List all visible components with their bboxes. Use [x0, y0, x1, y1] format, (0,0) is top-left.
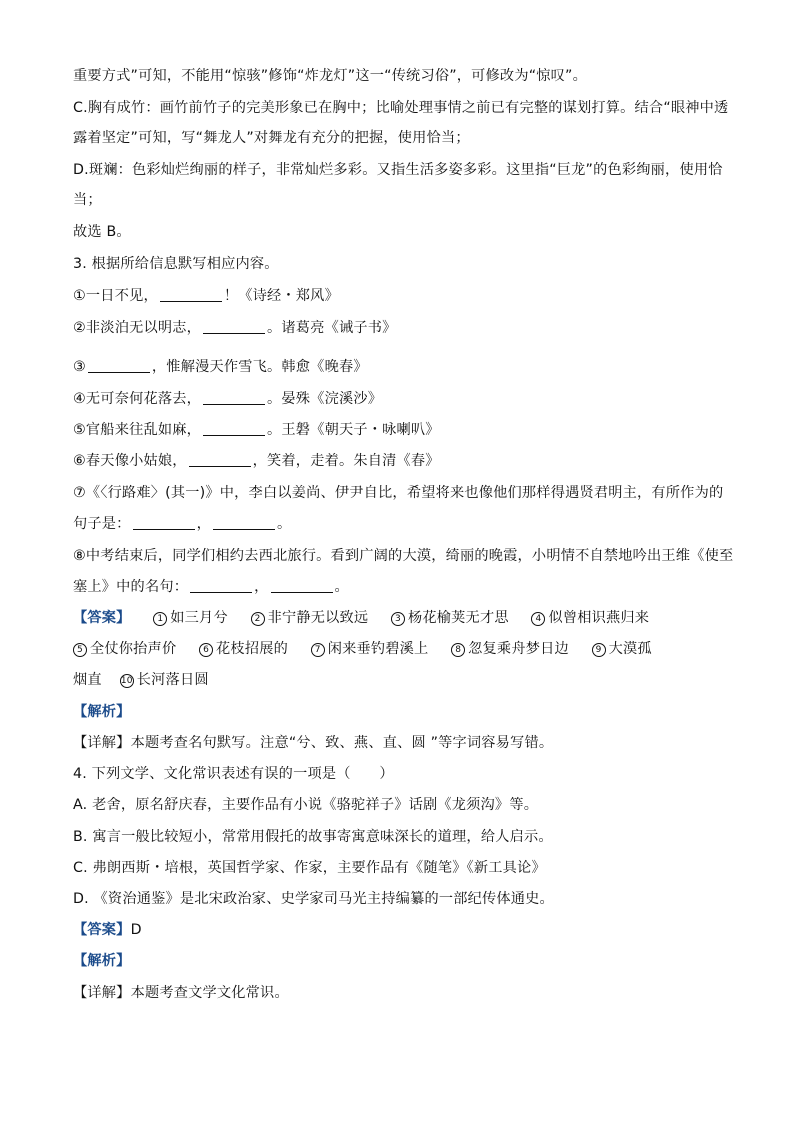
text-line: 重要方式”可知，不能用“惊骇”修饰“炸龙灯”这一“传统习俗”，可修改为“惊叹”。	[73, 68, 587, 84]
question-3-item: 句子是： ， 。	[73, 516, 292, 532]
detail-line: 【详解】本题考查文学文化常识。	[73, 985, 289, 1001]
question-3-item: ⑤官船来往乱如麻， 。王磐《朝天子・咏喇叭》	[73, 422, 440, 438]
blank-line	[213, 515, 275, 530]
analysis-tag: 【解析】	[73, 704, 131, 720]
question-3-item: ④无可奈何花落去， 。晏殊《浣溪沙》	[73, 391, 383, 407]
option-a: A. 老舍，原名舒庆春，主要作品有小说《骆驼祥子》话剧《龙须沟》等。	[73, 797, 539, 813]
question-3-item: ②非淡泊无以明志， 。诸葛亮《诫子书》	[73, 320, 397, 336]
text-line: 露着坚定”可知，写“舞龙人”对舞龙有充分的把握，使用恰当；	[73, 130, 470, 146]
answer-tag: 【答案】	[73, 610, 131, 626]
question-3-item: ①一日不见， ！《诗经・郑风》	[73, 288, 339, 304]
blank-line	[190, 578, 252, 593]
blank-line	[189, 452, 251, 467]
option-d: D. 《资治通鉴》是北宋政治家、史学家司马光主持编纂的一部纪传体通史。	[73, 891, 554, 907]
detail-line: 【详解】本题考查名句默写。注意“兮、致、燕、直、圆 ”等字词容易写错。	[73, 735, 554, 751]
question-3-item: ③ ，惟解漫天作雪飞。韩愈《晚春》	[73, 359, 368, 375]
blank-line	[203, 421, 265, 436]
question-3-item: ⑦《〈行路难〉(其一)》中，李白以姜尚、伊尹自比，希望将来也像他们那样得遇贤君明主，有所作为的	[73, 485, 724, 501]
blank-line	[133, 515, 195, 530]
question-4-stem: 4. 下列文学、文化常识表述有误的一项是（ ）	[73, 766, 394, 782]
question-3-item: 塞上》中的名句： ， 。	[73, 579, 349, 595]
option-b: B. 寓言一般比较短小，常常用假托的故事寄寓意味深长的道理，给人启示。	[73, 829, 553, 845]
question-3-item: ⑥春天像小姑娘， ，笑着，走着。朱自清《春》	[73, 453, 440, 469]
answer-line: 烟直 10 长河落日圆	[73, 672, 209, 688]
analysis-tag: 【解析】	[73, 953, 131, 969]
blank-line	[88, 358, 150, 373]
blank-line	[203, 319, 265, 334]
question-3-stem: 3. 根据所给信息默写相应内容。	[73, 256, 279, 272]
option-c: C. 弗朗西斯・培根，英国哲学家、作家，主要作品有《随笔》《新工具论》	[73, 860, 546, 876]
answer-line: 【答案】D	[73, 922, 142, 938]
answer-line: 5 全仗你抬声价 6 花枝招展的 7 闲来垂钓碧溪上 8 忽复乘舟梦日边 9 大漠孤	[73, 639, 724, 659]
answer-line: 【答案】 1 如三月兮 2 非宁静无以致远 3 杨花榆荚无才思 4 似曾相识燕归来	[73, 610, 650, 626]
text-line: D.斑斓：色彩灿烂绚丽的样子，非常灿烂多彩。又指生活多姿多彩。这里指“巨龙”的色彩绚丽，使用恰	[73, 162, 723, 178]
text-line: C.胸有成竹：画竹前竹子的完美形象已在胸中；比喻处理事情之前已有完整的谋划打算。结合“眼神中透	[73, 100, 729, 116]
text-line: 当；	[73, 192, 102, 208]
text-line: 故选 B。	[73, 224, 131, 240]
blank-line	[271, 578, 333, 593]
blank-line	[203, 390, 265, 405]
question-3-item: ⑧中考结束后，同学们相约去西北旅行。看到广阔的大漠，绮丽的晚霞，小明情不自禁地吟出王维《使至	[73, 548, 734, 564]
blank-line	[160, 287, 222, 302]
